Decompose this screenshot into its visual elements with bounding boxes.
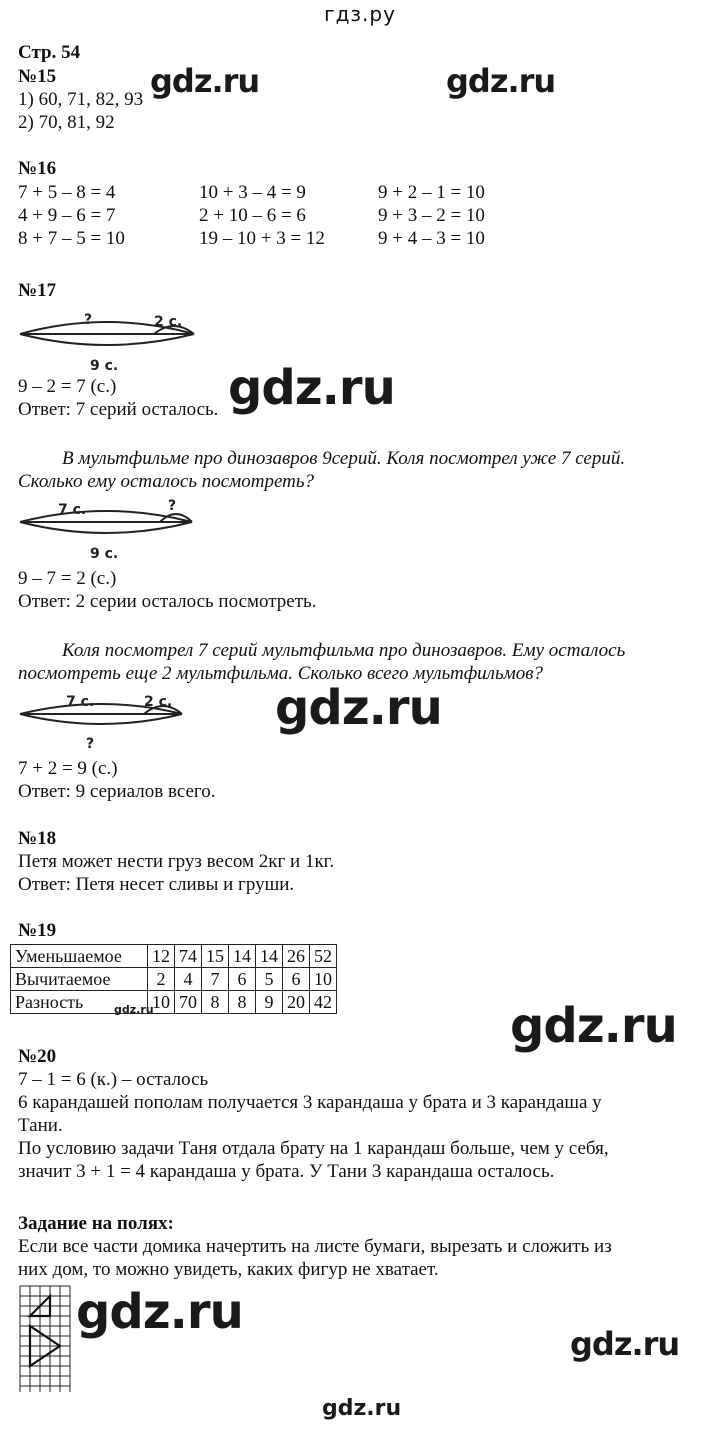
equation: 9 + 3 – 2 = 10 xyxy=(378,205,485,226)
solution-equation: 9 – 2 = 7 (с.) xyxy=(18,376,117,397)
task-15-line: 2) 70, 81, 92 xyxy=(18,112,115,133)
table-cell: 52 xyxy=(310,945,337,968)
diagram-label: 7 с. xyxy=(58,502,87,518)
diagram-label: 9 с. xyxy=(90,358,119,374)
task-19-title: №19 xyxy=(18,920,57,941)
table-cell: 15 xyxy=(202,945,229,968)
answer: Ответ: 2 серии осталось посмотреть. xyxy=(18,591,317,612)
solution-equation: 9 – 7 = 2 (с.) xyxy=(18,568,117,589)
table-cell: 42 xyxy=(310,991,337,1014)
table-cell: 6 xyxy=(229,968,256,991)
answer: Ответ: 7 серий осталось. xyxy=(18,399,219,420)
diagram-label: 2 с. xyxy=(154,314,183,330)
table-cell: 10 xyxy=(310,968,337,991)
watermark: gdz.ru xyxy=(322,1396,402,1421)
diagram-label: 9 с. xyxy=(90,546,119,562)
row-label: Разность xyxy=(11,991,148,1014)
table-row xyxy=(11,991,337,1014)
answer: Ответ: Петя несет сливы и груши. xyxy=(18,874,295,895)
watermark: gdz.ru xyxy=(446,62,556,100)
table-row xyxy=(11,945,337,968)
task-text: Петя может нести груз весом 2кг и 1кг. xyxy=(18,851,335,872)
equation: 8 + 7 – 5 = 10 xyxy=(18,228,125,249)
watermark: gdz.ru xyxy=(570,1325,680,1363)
page-number: Стр. 54 xyxy=(18,42,81,63)
solution-text: значит 3 + 1 = 4 карандаша у брата. У Тани 3 карандаша осталось. xyxy=(18,1161,555,1182)
house-grid-figure xyxy=(18,1284,74,1394)
table-cell: 14 xyxy=(229,945,256,968)
task-17-title: №17 xyxy=(18,280,57,301)
table-cell: 6 xyxy=(283,968,310,991)
table-cell: 14 xyxy=(256,945,283,968)
diagram-label: ? xyxy=(86,736,95,752)
table-cell: 5 xyxy=(256,968,283,991)
task-text: Сколько ему осталось посмотреть? xyxy=(18,471,315,492)
diagram-label: ? xyxy=(168,498,177,514)
solution-text: По условию задачи Таня отдала брату на 1 карандаш больше, чем у себя, xyxy=(18,1138,609,1159)
watermark: gdz.ru xyxy=(76,1284,243,1340)
watermark: gdz.ru xyxy=(510,998,677,1054)
table-cell: 20 xyxy=(283,991,310,1014)
table-cell: 70 xyxy=(175,991,202,1014)
segment-diagram-3 xyxy=(14,690,194,752)
task-18-title: №18 xyxy=(18,828,57,849)
row-label: Уменьшаемое xyxy=(11,945,148,968)
task-text: В мультфильме про динозавров 9серий. Коля посмотрел уже 7 серий. xyxy=(62,448,626,469)
margin-task-text: Если все части домика начертить на листе бумаги, вырезать и сложить из xyxy=(18,1236,612,1257)
watermark: gdz.ru xyxy=(275,680,442,736)
table-row xyxy=(11,968,337,991)
equation: 9 + 4 – 3 = 10 xyxy=(378,228,485,249)
site-header: гдз.ру xyxy=(324,2,396,26)
equation: 10 + 3 – 4 = 9 xyxy=(199,182,306,203)
solution-equation: 7 – 1 = 6 (к.) – осталось xyxy=(18,1069,209,1090)
task-text: посмотреть еще 2 мультфильма. Сколько всего мультфильмов? xyxy=(18,663,543,684)
table-cell: 74 xyxy=(175,945,202,968)
table-cell: 2 xyxy=(148,968,175,991)
equation: 2 + 10 – 6 = 6 xyxy=(199,205,306,226)
margin-task-text: них дом, то можно увидеть, каких фигур не хватает. xyxy=(18,1259,439,1280)
task-16-title: №16 xyxy=(18,158,57,179)
table-cell: 4 xyxy=(175,968,202,991)
segment-diagram-1 xyxy=(14,304,204,376)
watermark: gdz.ru xyxy=(150,62,260,100)
answer: Ответ: 9 сериалов всего. xyxy=(18,781,216,802)
subtraction-table xyxy=(10,944,337,1014)
table-cell: 8 xyxy=(202,991,229,1014)
watermark-small: gdz.ru xyxy=(114,1003,154,1016)
table-cell: 26 xyxy=(283,945,310,968)
solution-text: Тани. xyxy=(18,1115,63,1136)
watermark: gdz.ru xyxy=(228,360,395,416)
equation: 7 + 5 – 8 = 4 xyxy=(18,182,116,203)
segment-diagram-2 xyxy=(14,496,204,562)
solution-equation: 7 + 2 = 9 (с.) xyxy=(18,758,118,779)
equation: 4 + 9 – 6 = 7 xyxy=(18,205,116,226)
margin-task-title: Задание на полях: xyxy=(18,1213,174,1234)
table-cell: 12 xyxy=(148,945,175,968)
task-15-line: 1) 60, 71, 82, 93 xyxy=(18,89,144,110)
solution-text: 6 карандашей пополам получается 3 карандаша у брата и 3 карандаша у xyxy=(18,1092,602,1113)
equation: 9 + 2 – 1 = 10 xyxy=(378,182,485,203)
table-cell: 7 xyxy=(202,968,229,991)
equation: 19 – 10 + 3 = 12 xyxy=(199,228,325,249)
table-cell: 8 xyxy=(229,991,256,1014)
table-cell: 10 xyxy=(148,991,175,1014)
task-15-title: №15 xyxy=(18,66,57,87)
row-label: Вычитаемое xyxy=(11,968,148,991)
diagram-label: 7 с. xyxy=(66,694,95,710)
task-20-title: №20 xyxy=(18,1046,57,1067)
task-text: Коля посмотрел 7 серий мультфильма про динозавров. Ему осталось xyxy=(62,640,626,661)
diagram-label: ? xyxy=(84,312,93,328)
table-cell: 9 xyxy=(256,991,283,1014)
diagram-label: 2 с. xyxy=(144,694,173,710)
